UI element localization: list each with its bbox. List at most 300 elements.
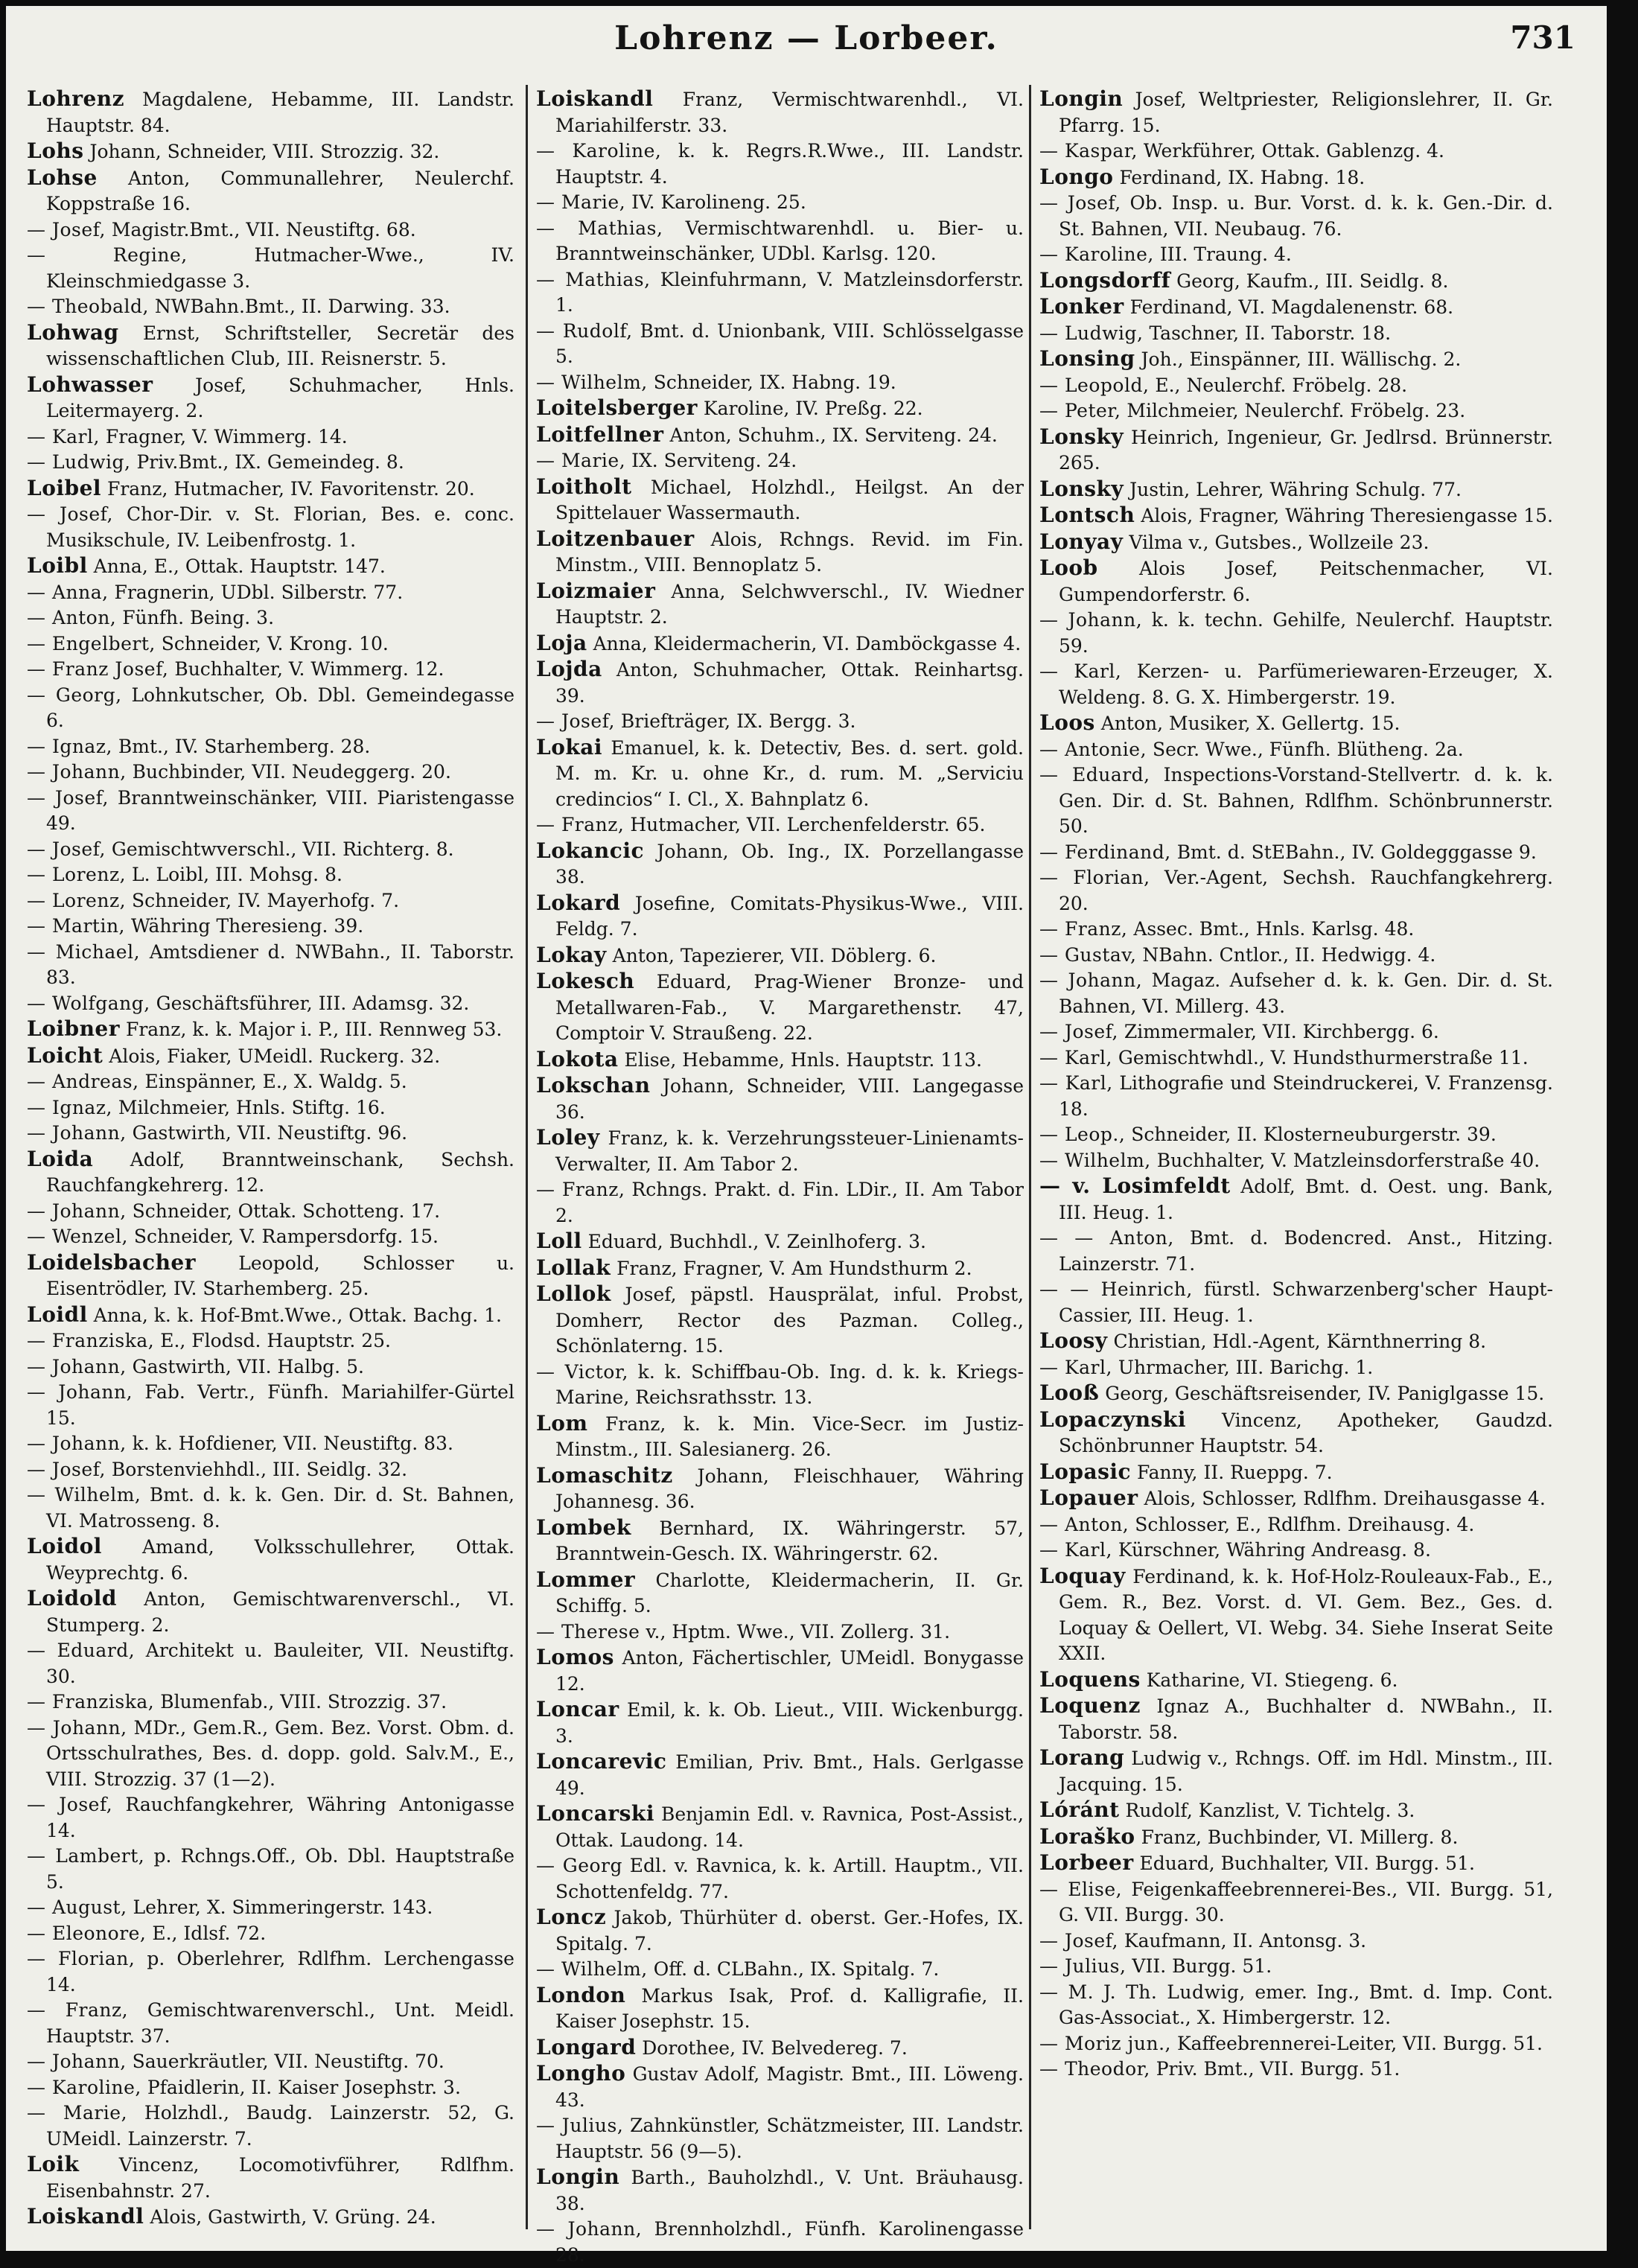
entry-name: Lonsky	[1039, 476, 1124, 501]
entry-text: Schlosser, E., Rdlfhm. Dreihausg. 4.	[1135, 1513, 1475, 1535]
entry-text: Taschner, II. Taborstr. 18.	[1149, 322, 1392, 344]
entry-text: Gemischtwverschl., VII. Richterg. 8.	[111, 838, 454, 860]
entry-text: Buchbinder, VII. Neudeggerg. 20.	[132, 761, 451, 783]
entry-text: Kaffeebrennerei-Leiter, VII. Burgg. 51.	[1176, 2032, 1543, 2054]
directory-entry	[1039, 968, 1553, 1019]
entry-text: Josefine, Comitats-Physikus-Wwe., VIII. Feldg. 7.	[555, 892, 1024, 940]
entry-text: Zimmermaler, VII. Kirchbergg. 6.	[1124, 1021, 1439, 1042]
entry-name: Lokancic	[536, 838, 644, 863]
entry-name: Lohs	[27, 138, 84, 163]
entry-name: Lonsky	[1039, 424, 1124, 449]
entry-text: Kerzen- u. Parfümeriewaren-Erzeuger, X. Weldeng. 8. G. X. Himbergerstr. 19.	[1059, 660, 1553, 708]
directory-entry	[1039, 1877, 1553, 1928]
entry-name: — Elise,	[1039, 1878, 1123, 1900]
entry-name: — Lambert,	[27, 1845, 145, 1867]
entry-name: — Marie,	[27, 2102, 128, 2124]
directory-entry	[27, 1224, 514, 1250]
entry-name: — Wilhelm,	[536, 1958, 648, 1980]
entry-name: — Leop.,	[1039, 1124, 1126, 1145]
entry-text: Franz, k. k. Min. Vice-Secr. im Justiz-Minstm., III. Salesianerg. 26.	[555, 1412, 1024, 1460]
entry-name: — Mathias,	[536, 268, 651, 290]
entry-name: Loida	[27, 1146, 94, 1171]
entry-text: MDr., Gem.R., Gem. Bez. Vorst. Obm. d. Ortsschulrathes, Bes. d. dopp. gold. Salv.M., E., VIII. Strozzig. 37 (1—2).	[46, 1716, 514, 1790]
entry-name: — Josef,	[27, 1458, 106, 1480]
entry-text: Bmt. d. StEBahn., IV. Goldegggasse 9.	[1176, 841, 1537, 863]
entry-text: Alois, Gastwirth, V. Grüng. 24.	[150, 2206, 436, 2228]
entry-name: — Karl,	[1039, 1539, 1112, 1561]
directory-entry	[27, 1095, 514, 1121]
directory-entry	[536, 267, 1024, 319]
directory-entry	[1039, 86, 1553, 138]
entry-name: Lóránt	[1039, 1797, 1120, 1822]
entry-name: — Mathias,	[536, 217, 663, 239]
entry-text: Rauchfangkehrer, Währing Antonigasse 14.	[46, 1794, 514, 1841]
directory-entry	[1039, 917, 1553, 943]
entry-text: Rudolf, Kanzlist, V. Tichtelg. 3.	[1125, 1800, 1415, 1821]
directory-entry	[536, 1360, 1024, 1411]
entry-text: p. Rchngs.Off., Ob. Dbl. Hauptstraße 5.	[46, 1845, 514, 1893]
entry-text: Leopold, Schlosser u. Eisentrödler, IV. Starhemberg. 25.	[46, 1252, 514, 1299]
entry-name: Lollok	[536, 1281, 611, 1306]
entry-name: — Michael,	[27, 940, 141, 963]
directory-entry	[27, 1354, 514, 1380]
entry-text: Schneider, V. Rampersdorfg. 15.	[133, 1226, 439, 1247]
entry-text: Magaz. Aufseher d. k. k. Gen. Dir. d. St. Bahnen, VI. Millerg. 43.	[1059, 969, 1553, 1017]
entry-text: Bmt., IV. Starhemberg. 28.	[118, 735, 371, 757]
directory-entry	[1039, 1980, 1553, 2031]
entry-text: Emanuel, k. k. Detectiv, Bes. d. sert. gold. M. m. Kr. u. ohne Kr., d. rum. M. „Serviciu credincios“ I. Cl., X. Bahnplatz 6.	[555, 736, 1024, 810]
entry-name: Loidl	[27, 1302, 88, 1327]
directory-entry	[536, 1177, 1024, 1229]
directory-entry	[27, 1792, 514, 1844]
entry-name: Lohwag	[27, 319, 119, 345]
directory-entry	[27, 372, 514, 424]
entry-name: Lomaschitz	[536, 1462, 673, 1488]
entry-text: Kaufmann, II. Antonsg. 3.	[1124, 1929, 1367, 1952]
entry-text: Feigenkaffeebrennerei-Bes., VII. Burgg. 51, G. VII. Burgg. 30.	[1059, 1878, 1553, 1925]
entry-name: — Karl,	[1039, 1072, 1113, 1094]
directory-entry	[1039, 762, 1553, 840]
entry-text: p. Oberlehrer, Rdlfhm. Lerchengasse 14.	[46, 1948, 514, 1995]
entry-name: Lopauer	[1039, 1485, 1138, 1510]
entry-name: — Johann,	[27, 1200, 127, 1222]
page-number: 731	[1510, 19, 1575, 56]
entry-name: — Franz Josef,	[27, 658, 169, 680]
directory-entry	[27, 86, 514, 138]
entry-name: — Franz,	[536, 814, 625, 835]
directory-entry	[27, 320, 514, 372]
directory-entry	[27, 837, 514, 863]
directory-entry	[536, 474, 1024, 526]
entry-text: Franz, Vermischtwarenhdl., VI. Mariahilferstr. 33.	[555, 89, 1024, 136]
directory-entry	[1039, 398, 1553, 424]
entry-name: Lollak	[536, 1255, 611, 1280]
directory-entry	[536, 370, 1024, 396]
directory-entry	[1039, 608, 1553, 659]
entry-text: Ferdinand, k. k. Hof-Holz-Rouleaux-Fab., E., Gem. R., Bez. Vorst. d. VI. Gem. Bez., Ges. d. Loquay & Oellert, VI. Webg. 34. Siehe Inserat Seite XXII.	[1059, 1565, 1553, 1664]
entry-name: — Ferdinand,	[1039, 841, 1171, 863]
entry-name: Lonker	[1039, 294, 1124, 319]
entry-text: Chor-Dir. v. St. Florian, Bes. e. conc. Musikschule, IV. Leibenfrostg. 1.	[46, 503, 514, 551]
entry-text: Architekt u. Bauleiter, VII. Neustiftg. 30.	[46, 1640, 514, 1687]
directory-entry	[1039, 737, 1553, 763]
entry-text: Fragnerin, UDbl. Silberstr. 77.	[114, 581, 404, 603]
directory-entry	[27, 2075, 514, 2101]
entry-name: Loicht	[27, 1042, 103, 1068]
entry-text: Ferdinand, IX. Habng. 18.	[1119, 166, 1365, 188]
column-divider	[1029, 85, 1031, 2229]
entry-text: NWBahn.Bmt., II. Darwing. 33.	[154, 296, 450, 317]
entry-name: — Franziska,	[27, 1691, 155, 1713]
directory-entry	[536, 2165, 1024, 2217]
directory-entry	[27, 1921, 514, 1947]
entry-text: E., Neulerchf. Fröbelg. 28.	[1155, 374, 1408, 396]
entry-name: Lohse	[27, 165, 98, 190]
directory-entry	[27, 2152, 514, 2204]
directory-entry	[536, 1125, 1024, 1177]
entry-name: — Anton,	[27, 607, 117, 628]
entry-text: Karoline, IV. Preßg. 22.	[703, 398, 923, 419]
entry-text: Josef, Schuhmacher, Hnls. Leitermayerg. 2.	[46, 374, 514, 421]
entry-name: — Wilhelm,	[1039, 1149, 1151, 1171]
entry-name: Loob	[1039, 555, 1098, 580]
entry-name: Loiskandl	[27, 2204, 144, 2229]
entry-name: — Theobald,	[27, 296, 149, 317]
directory-entry	[27, 294, 514, 320]
entry-text: Branntweinschänker, VIII. Piaristengasse 49.	[46, 786, 515, 834]
column-1	[27, 86, 514, 2231]
entry-name: — Josef,	[1039, 1929, 1118, 1952]
directory-entry	[1039, 555, 1553, 608]
directory-entry	[27, 1946, 514, 1998]
entry-name: — Florian,	[1039, 867, 1150, 888]
entry-name: Loquenz	[1039, 1693, 1141, 1718]
directory-entry	[1039, 503, 1553, 529]
directory-entry	[27, 991, 514, 1017]
entry-name: — Andreas,	[27, 1071, 139, 1092]
entry-name: — M. J. Th. Ludwig,	[1039, 1981, 1246, 2003]
entry-name: — v. Losimfeldt	[1039, 1173, 1231, 1198]
entry-name: — Johann,	[27, 1716, 127, 1739]
entry-text: Barth., Bauholzhdl., V. Unt. Bräuhausg. 38.	[555, 2167, 1024, 2214]
entry-text: Rchngs. Prakt. d. Fin. LDir., II. Am Tabor 2.	[555, 1179, 1024, 1226]
directory-entry	[27, 2204, 514, 2231]
entry-name: — Rudolf,	[536, 319, 633, 342]
entry-name: Lommer	[536, 1567, 636, 1592]
directory-entry	[27, 217, 514, 243]
entry-text: Emil, k. k. Ob. Lieut., VIII. Wickenburgg. 3.	[555, 1699, 1024, 1747]
entry-text: Gemischtwarenverschl., Unt. Meidl. Hauptstr. 37.	[46, 1999, 514, 2047]
entry-text: Adolf, Bmt. d. Oest. ung. Bank, III. Heug. 1.	[1059, 1176, 1553, 1223]
directory-entry	[27, 1689, 514, 1716]
directory-entry	[27, 786, 514, 837]
entry-text: Hutmacher, VII. Lerchenfelderstr. 65.	[630, 814, 986, 835]
entry-name: — Johann,	[27, 2051, 127, 2072]
entry-text: Anton, Gemischtwarenverschl., VI. Stumperg. 2.	[46, 1588, 514, 1636]
entry-text: Ignaz A., Buchhalter d. NWBahn., II. Taborstr. 58.	[1059, 1695, 1553, 1743]
entry-name: — Karl,	[1039, 1046, 1112, 1068]
directory-entry	[27, 553, 514, 580]
entry-text: v., Hptm. Wwe., VII. Zollerg. 31.	[646, 1620, 951, 1643]
entry-text: Vincenz, Locomotivführer, Rdlfhm. Eisenbahnstr. 27.	[46, 2154, 514, 2202]
entry-text: Bmt. d. Bodencred. Anst., Hitzing. Lainzerstr. 71.	[1059, 1227, 1553, 1275]
entry-name: Longard	[536, 2034, 637, 2060]
directory-entry	[536, 891, 1024, 943]
entry-name: Looß	[1039, 1380, 1100, 1405]
entry-name: Lokschan	[536, 1073, 651, 1098]
entry-text: Ver.-Agent, Sechsh. Rauchfangkehrerg. 20.	[1059, 867, 1553, 914]
entry-text: Secr. Wwe., Fünfh. Blütheng. 2a.	[1153, 738, 1464, 760]
directory-entry	[27, 502, 514, 553]
entry-name: Loitelsberger	[536, 395, 698, 420]
directory-entry	[536, 1411, 1024, 1463]
entry-text: Anna, k. k. Hof-Bmt.Wwe., Ottak. Bachg. 1.	[93, 1304, 502, 1326]
entry-name: Lom	[536, 1410, 588, 1436]
entry-text: Josef, Weltpriester, Religionslehrer, II. Gr. Pfarrg. 15.	[1059, 89, 1553, 136]
directory-entry	[1039, 1173, 1553, 1226]
entry-name: Longo	[1039, 164, 1114, 189]
directory-entry	[27, 1895, 514, 1921]
entry-text: Währing Theresieng. 39.	[130, 915, 364, 937]
entry-text: Josef, päpstl. Hausprälat, inful. Probst, Domherr, Rector des Pazman. Colleg., Schönlaterng. 15.	[555, 1284, 1024, 1357]
entry-text: Anton, Fächertischler, UMeidl. Bonygasse 12.	[555, 1647, 1024, 1695]
directory-entry	[27, 1199, 514, 1225]
directory-entry	[536, 1619, 1024, 1646]
directory-entry	[1039, 321, 1553, 347]
entry-name: Loitzenbauer	[536, 526, 695, 551]
entry-name: — Johann,	[27, 1381, 133, 1403]
entry-name: Loncz	[536, 1905, 607, 1929]
directory-entry	[1039, 346, 1553, 373]
entry-text: Amtsdiener d. NWBahn., II. Taborstr. 83.	[46, 940, 514, 988]
entry-text: Franz, Hutmacher, IV. Favoritenstr. 20.	[106, 477, 475, 500]
directory-entry	[1039, 1019, 1553, 1045]
entry-text: E., Idlsf. 72.	[152, 1922, 267, 1944]
entry-text: Johann, Schneider, VIII. Langegasse 36.	[555, 1075, 1024, 1123]
entry-text: Borstenviehhdl., III. Seidlg. 32.	[111, 1458, 408, 1480]
entry-name: — Gustav,	[1039, 943, 1137, 966]
entry-text: Gastwirth, VII. Neustiftg. 96.	[132, 1122, 408, 1144]
entry-text: Bernhard, IX. Währingerstr. 57, Branntwein-Gesch. IX. Währingerstr. 62.	[555, 1517, 1024, 1564]
entry-name: — Johann,	[536, 2218, 643, 2240]
directory-entry	[536, 1957, 1024, 1983]
directory-entry	[1039, 424, 1553, 477]
directory-entry	[1039, 165, 1553, 191]
entry-name: — August,	[27, 1896, 127, 1918]
directory-entry	[536, 812, 1024, 838]
entry-name: Lopasic	[1039, 1459, 1132, 1484]
directory-entry	[536, 2113, 1024, 2165]
entry-name: Loquens	[1039, 1666, 1141, 1692]
entry-text: Edl. v. Ravnica, k. k. Artill. Hauptm., VII. Schottenfeldg. 77.	[555, 1855, 1024, 1902]
entry-name: — Ignaz,	[27, 1096, 112, 1118]
directory-entry	[536, 631, 1024, 657]
directory-entry	[27, 888, 514, 914]
directory-entry	[1039, 710, 1553, 737]
directory-entry	[1039, 242, 1553, 268]
directory-entry	[1039, 1928, 1553, 1955]
entry-text: Emilian, Priv. Bmt., Hals. Gerlgasse 49.	[555, 1751, 1024, 1799]
entry-text: Bmt. d. k. k. Gen. Dir. d. St. Bahnen, VI. Matrosseng. 8.	[46, 1484, 514, 1532]
page-header	[6, 19, 1607, 71]
entry-name: — Karl,	[1039, 660, 1122, 682]
directory-entry	[536, 448, 1024, 474]
entry-text: k. k. Regrs.R.Wwe., III. Landstr. Hauptstr. 4.	[555, 140, 1024, 188]
entry-name: Loquay	[1039, 1563, 1126, 1588]
entry-name: — Franz,	[1039, 918, 1128, 940]
entry-text: Amand, Volksschullehrer, Ottak. Weyprechtg. 6.	[46, 1536, 514, 1584]
entry-text: Fragner, V. Wimmerg. 14.	[105, 425, 348, 447]
directory-entry	[536, 579, 1024, 631]
entry-name: Lohwasser	[27, 372, 153, 397]
entry-name: Loncarevic	[536, 1749, 667, 1774]
entry-text: Ludwig v., Rchngs. Off. im Hdl. Minstm., III. Jacquing. 15.	[1059, 1748, 1553, 1795]
entry-text: Buchhalter, V. Matzleinsdorferstraße 40.	[1156, 1149, 1540, 1171]
entry-text: Kleinfuhrmann, V. Matzleinsdorferstr. 1.	[555, 268, 1024, 316]
directory-entry	[1039, 1407, 1553, 1459]
directory-entry	[1039, 1045, 1553, 1071]
entry-text: VII. Burgg. 51.	[1132, 1955, 1272, 1977]
directory-entry	[1039, 840, 1553, 866]
directory-entry	[1039, 1355, 1553, 1381]
entry-name: — Karoline,	[1039, 243, 1154, 265]
entry-text: Franz, Buchbinder, VI. Millerg. 8.	[1141, 1826, 1459, 1848]
entry-name: — Johann,	[27, 1355, 127, 1377]
entry-text: Alois, Fiaker, UMeidl. Ruckerg. 32.	[109, 1045, 441, 1067]
entry-text: Anton, Musiker, X. Gellertg. 15.	[1100, 713, 1400, 734]
entry-text: Fab. Vertr., Fünfh. Mariahilfer-Gürtel 15.	[46, 1381, 514, 1429]
entry-text: Justin, Lehrer, Währing Schulg. 77.	[1129, 478, 1462, 500]
entry-text: Uhrmacher, III. Barichg. 1.	[1118, 1356, 1374, 1378]
entry-name: — Marie,	[536, 191, 626, 213]
directory-entry	[1039, 1380, 1553, 1407]
entry-name: Lonyay	[1039, 529, 1124, 554]
directory-entry	[27, 914, 514, 940]
entry-text: Gastwirth, VII. Halbg. 5.	[132, 1355, 364, 1377]
entry-text: Milchmeier, Neulerchf. Fröbelg. 23.	[1126, 400, 1466, 421]
entry-name: — Georg,	[27, 684, 122, 706]
entry-name: — Ignaz,	[27, 735, 112, 757]
entry-text: Ferdinand, VI. Magdalenenstr. 68.	[1129, 296, 1454, 318]
entry-text: Alois, Fragner, Währing Theresiengasse 15.	[1141, 505, 1553, 526]
directory-entry	[536, 2061, 1024, 2113]
directory-entry	[536, 1645, 1024, 1697]
entry-text: Priv.Bmt., IX. Gemeindeg. 8.	[136, 451, 404, 473]
directory-entry	[27, 940, 514, 991]
entry-text: Bmt. d. Unionbank, VIII. Schlösselgasse 5.	[555, 319, 1024, 367]
entry-text: Johann, Ob. Ing., IX. Porzellangasse 38.	[555, 840, 1024, 888]
entry-name: Loitfellner	[536, 421, 664, 447]
directory-entry	[27, 138, 514, 165]
directory-entry	[536, 1463, 1024, 1515]
directory-entry	[536, 1801, 1024, 1853]
entry-text: Joh., Einspänner, III. Wällischg. 2.	[1141, 348, 1462, 370]
directory-entry	[1039, 1693, 1553, 1745]
entry-name: Lojda	[536, 657, 602, 681]
entry-text: Gustav Adolf, Magistr. Bmt., III. Löweng. 43.	[555, 2063, 1024, 2111]
entry-text: NBahn. Cntlor., II. Hedwigg. 4.	[1142, 943, 1436, 966]
entry-name: — Therese	[536, 1620, 640, 1643]
directory-entry	[27, 1482, 514, 1534]
directory-entry	[1039, 1667, 1553, 1694]
entry-name: — — Heinrich,	[1039, 1278, 1193, 1300]
entry-text: Off. d. CLBahn., IX. Spitalg. 7.	[653, 1958, 940, 1980]
directory-entry	[27, 1069, 514, 1095]
directory-entry	[1039, 1328, 1553, 1355]
entry-text: Elise, Hebamme, Hnls. Hauptstr. 113.	[624, 1048, 982, 1071]
entry-text: Sauerkräutler, VII. Neustiftg. 70.	[132, 2051, 444, 2072]
directory-entry	[536, 943, 1024, 969]
entry-name: — Karoline,	[27, 2076, 141, 2098]
entry-text: Anna, E., Ottak. Hauptstr. 147.	[93, 555, 386, 577]
directory-entry	[27, 476, 514, 503]
entry-name: Lokay	[536, 942, 607, 967]
directory-entry	[1039, 1538, 1553, 1564]
entry-text: Ernst, Schriftsteller, Secretär des wissenschaftlichen Club, III. Reisnerstr. 5.	[46, 322, 514, 369]
directory-entry	[1039, 1071, 1553, 1122]
entry-name: — Eduard,	[1039, 764, 1150, 786]
directory-entry	[1039, 2057, 1553, 2083]
entry-name: Loncar	[536, 1697, 619, 1721]
directory-entry	[536, 2035, 1024, 2062]
entry-name: — Johann,	[1039, 969, 1143, 991]
entry-name: — Franz,	[536, 1179, 625, 1200]
entry-name: — Ludwig,	[1039, 322, 1144, 344]
directory-entry	[536, 1697, 1024, 1749]
entry-name: Loll	[536, 1229, 582, 1253]
directory-entry	[1039, 529, 1553, 556]
entry-text: Inspections-Vorstand-Stellvertr. d. k. k. Gen. Dir. d. St. Bahnen, Rdlfhm. Schönbrunnerstr. 50.	[1059, 764, 1553, 837]
directory-entry	[27, 2049, 514, 2075]
entry-text: Alois, Schlosser, Rdlfhm. Dreihausgasse 4.	[1144, 1488, 1546, 1509]
entry-text: Schneider, II. Klosterneuburgerstr. 39.	[1131, 1124, 1497, 1145]
directory-entry	[27, 734, 514, 760]
entry-name: Loizmaier	[536, 578, 656, 603]
directory-entry	[27, 1431, 514, 1457]
entry-text: Geschäftsführer, III. Adamsg. 32.	[156, 992, 470, 1014]
entry-name: Lorbeer	[1039, 1850, 1134, 1875]
entry-text: k. k. Hofdiener, VII. Neustiftg. 83.	[132, 1433, 453, 1454]
entry-name: — Karoline,	[536, 140, 662, 162]
entry-name: Loibel	[27, 475, 102, 500]
entry-text: Anton, Schuhm., IX. Serviteng. 24.	[669, 424, 998, 446]
entry-name: — Engelbert,	[27, 632, 156, 654]
entry-text: Fanny, II. Rueppg. 7.	[1137, 1461, 1333, 1483]
entry-text: Buchhalter, V. Wimmerg. 12.	[174, 658, 444, 680]
entry-name: — Johann,	[27, 1122, 127, 1144]
entry-name: — Johann,	[27, 761, 127, 783]
entry-text: Holzhdl., Baudg. Lainzerstr. 52, G. UMeidl. Lainzerstr. 7.	[46, 2102, 514, 2150]
directory-entry	[1039, 1954, 1553, 1980]
entry-name: — Wolfgang,	[27, 992, 150, 1014]
entry-text: Johann, Fleischhauer, Währing Johannesg. 36.	[555, 1465, 1024, 1512]
directory-entry	[536, 422, 1024, 449]
directory-entry	[27, 631, 514, 657]
entry-name: Lohrenz	[27, 86, 125, 111]
directory-entry	[27, 1250, 514, 1302]
directory-entry	[27, 1380, 514, 1431]
directory-entry	[536, 216, 1024, 267]
entry-text: Blumenfab., VIII. Strozzig. 37.	[160, 1691, 447, 1713]
entry-text: Lehrer, X. Simmeringerstr. 143.	[133, 1896, 433, 1918]
entry-name: Lomos	[536, 1645, 614, 1669]
entry-name: Lontsch	[1039, 503, 1135, 527]
directory-entry	[536, 526, 1024, 579]
entry-name: — Lorenz,	[27, 889, 127, 911]
entry-name: Loidelsbacher	[27, 1249, 196, 1275]
entry-name: — Johann,	[27, 1433, 127, 1454]
entry-name: — Josef,	[536, 710, 615, 732]
